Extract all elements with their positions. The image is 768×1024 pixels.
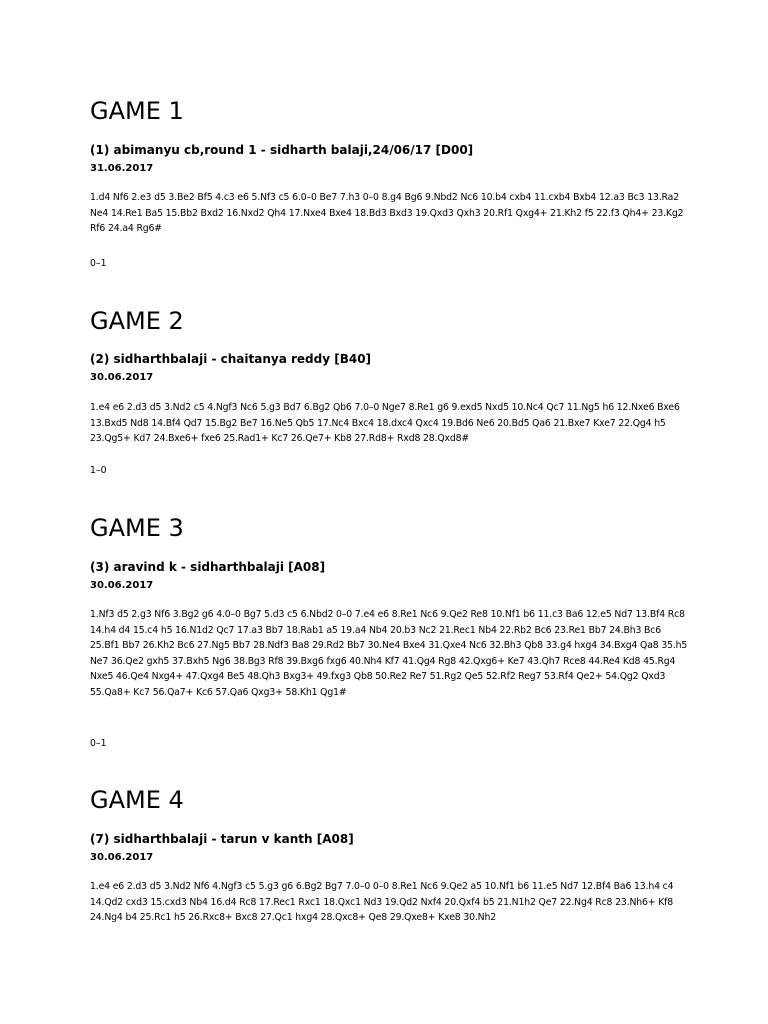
game-title: GAME 3	[90, 514, 184, 542]
game-moves: 1.e4 e6 2.d3 d5 3.Nd2 Nf6 4.Ngf3 c5 5.g3 g6 6.Bg2 Bg7 7.0–0 0–0 8.Re1 Nc6 9.Qe2 a5 10.Nf1 b6 11.e5 Nd7 12.Bf4 Ba6 13.h4 c4 14.Qd2 cxd3 15.cxd3 Nb4 16.d4 Rc8 17.Rec1 Rxc1 18.Qxc1 Nd3 19.Qd2 Nxf4 20.Qxf4 b5 21.N1h2 Qe7 22.Ng4 Rc8 23.Nh6+ Kf8 24.Ng4 b4 25.Rc1 h5 26.Rxc8+ Bxc8 27.Qc1 hxg4 28.Qxc8+ Qe8 29.Qxe8+ Kxe8 30.Nh2	[90, 881, 674, 923]
game-date: 30.06.2017	[90, 372, 154, 383]
game-moves: 1.e4 e6 2.d3 d5 3.Nd2 c5 4.Ngf3 Nc6 5.g3 Bd7 6.Bg2 Qb6 7.0–0 Nge7 8.Re1 g6 9.exd5 Nxd5 10.Nc4 Qc7 11.Ng5 h6 12.Nxe6 Bxe6 13.Bxd5 Nd8 14.Bf4 Qd7 15.Bg2 Be7 16.Ne5 Qb5 17.Nc4 Bxc4 18.dxc4 Qxc4 19.Bd6 Ne6 20.Bd5 Qa6 21.Bxe7 Kxe7 22.Qg4 h5 23.Qg5+ Kd7 24.Bxe6+ fxe6 25.Rad1+ Kc7 26.Qe7+ Kb8 27.Rd8+ Rxd8 28.Qxd8#	[90, 402, 680, 444]
game-section-3	[90, 514, 690, 749]
game-header: (7) sidharthbalaji - tarun v kanth [A08]	[90, 832, 354, 846]
game-result: 1–0	[90, 465, 107, 476]
game-result: 0–1	[90, 738, 107, 749]
game-date: 31.06.2017	[90, 163, 154, 174]
game-title: GAME 2	[90, 307, 184, 335]
game-date: 30.06.2017	[90, 580, 154, 591]
game-section-1	[90, 97, 690, 269]
game-moves: 1.Nf3 d5 2.g3 Nf6 3.Bg2 g6 4.0–0 Bg7 5.d3 c5 6.Nbd2 0–0 7.e4 e6 8.Re1 Nc6 9.Qe2 Re8 10.Nf1 b6 11.c3 Ba6 12.e5 Nd7 13.Bf4 Rc8 14.h4 d4 15.c4 h5 16.N1d2 Qc7 17.a3 Bb7 18.Rab1 a5 19.a4 Nb4 20.b3 Nc2 21.Rec1 Nb4 22.Rb2 Bc6 23.Re1 Bb7 24.Bh3 Bc6 25.Bf1 Bb7 26.Kh2 Bc6 27.Ng5 Bb7 28.Ndf3 Ba8 29.Rd2 Bb7 30.Ne4 Bxe4 31.Qxe4 Nc6 32.Bh3 Qb8 33.g4 hxg4 34.Bxg4 Qa8 35.h5 Ne7 36.Qe2 gxh5 37.Bxh5 Ng6 38.Bg3 Rf8 39.Bxg6 fxg6 40.Nh4 Kf7 41.Qg4 Rg8 42.Qxg6+ Ke7 43.Qh7 Rce8 44.Re4 Kd8 45.Rg4 Nxe5 46.Qe4 Nxg4+ 47.Qxg4 Be5 48.Qh3 Bxg3+ 49.fxg3 Qb8 50.Re2 Re7 51.Rg2 Qe5 52.Rf2 Reg7 53.Rf4 Qe2+ 54.Qg2 Qxd3 55.Qa8+ Kc7 56.Qa7+ Kc6 57.Qa6 Qxg3+ 58.Kh1 Qg1#	[90, 609, 688, 698]
game-title: GAME 4	[90, 786, 184, 814]
game-header: (1) abimanyu cb,round 1 - sidharth balaji,24/06/17 [D00]	[90, 143, 474, 157]
game-date: 30.06.2017	[90, 852, 154, 863]
game-section-4	[90, 786, 690, 923]
game-header: (2) sidharthbalaji - chaitanya reddy [B40]	[90, 352, 372, 366]
game-result: 0–1	[90, 258, 107, 269]
game-title: GAME 1	[90, 97, 184, 125]
game-header: (3) aravind k - sidharthbalaji [A08]	[90, 560, 326, 574]
game-moves: 1.d4 Nf6 2.e3 d5 3.Be2 Bf5 4.c3 e6 5.Nf3 c5 6.0–0 Be7 7.h3 0–0 8.g4 Bg6 9.Nbd2 Nc6 10.b4 cxb4 11.cxb4 Bxb4 12.a3 Bc3 13.Ra2 Ne4 14.Re1 Ba5 15.Bb2 Bxd2 16.Nxd2 Qh4 17.Nxe4 Bxe4 18.Bd3 Bxd3 19.Qxd3 Qxh3 20.Rf1 Qxg4+ 21.Kh2 f5 22.f3 Qh4+ 23.Kg2 Rf6 24.a4 Rg6#	[90, 192, 684, 234]
game-section-2	[90, 307, 690, 476]
